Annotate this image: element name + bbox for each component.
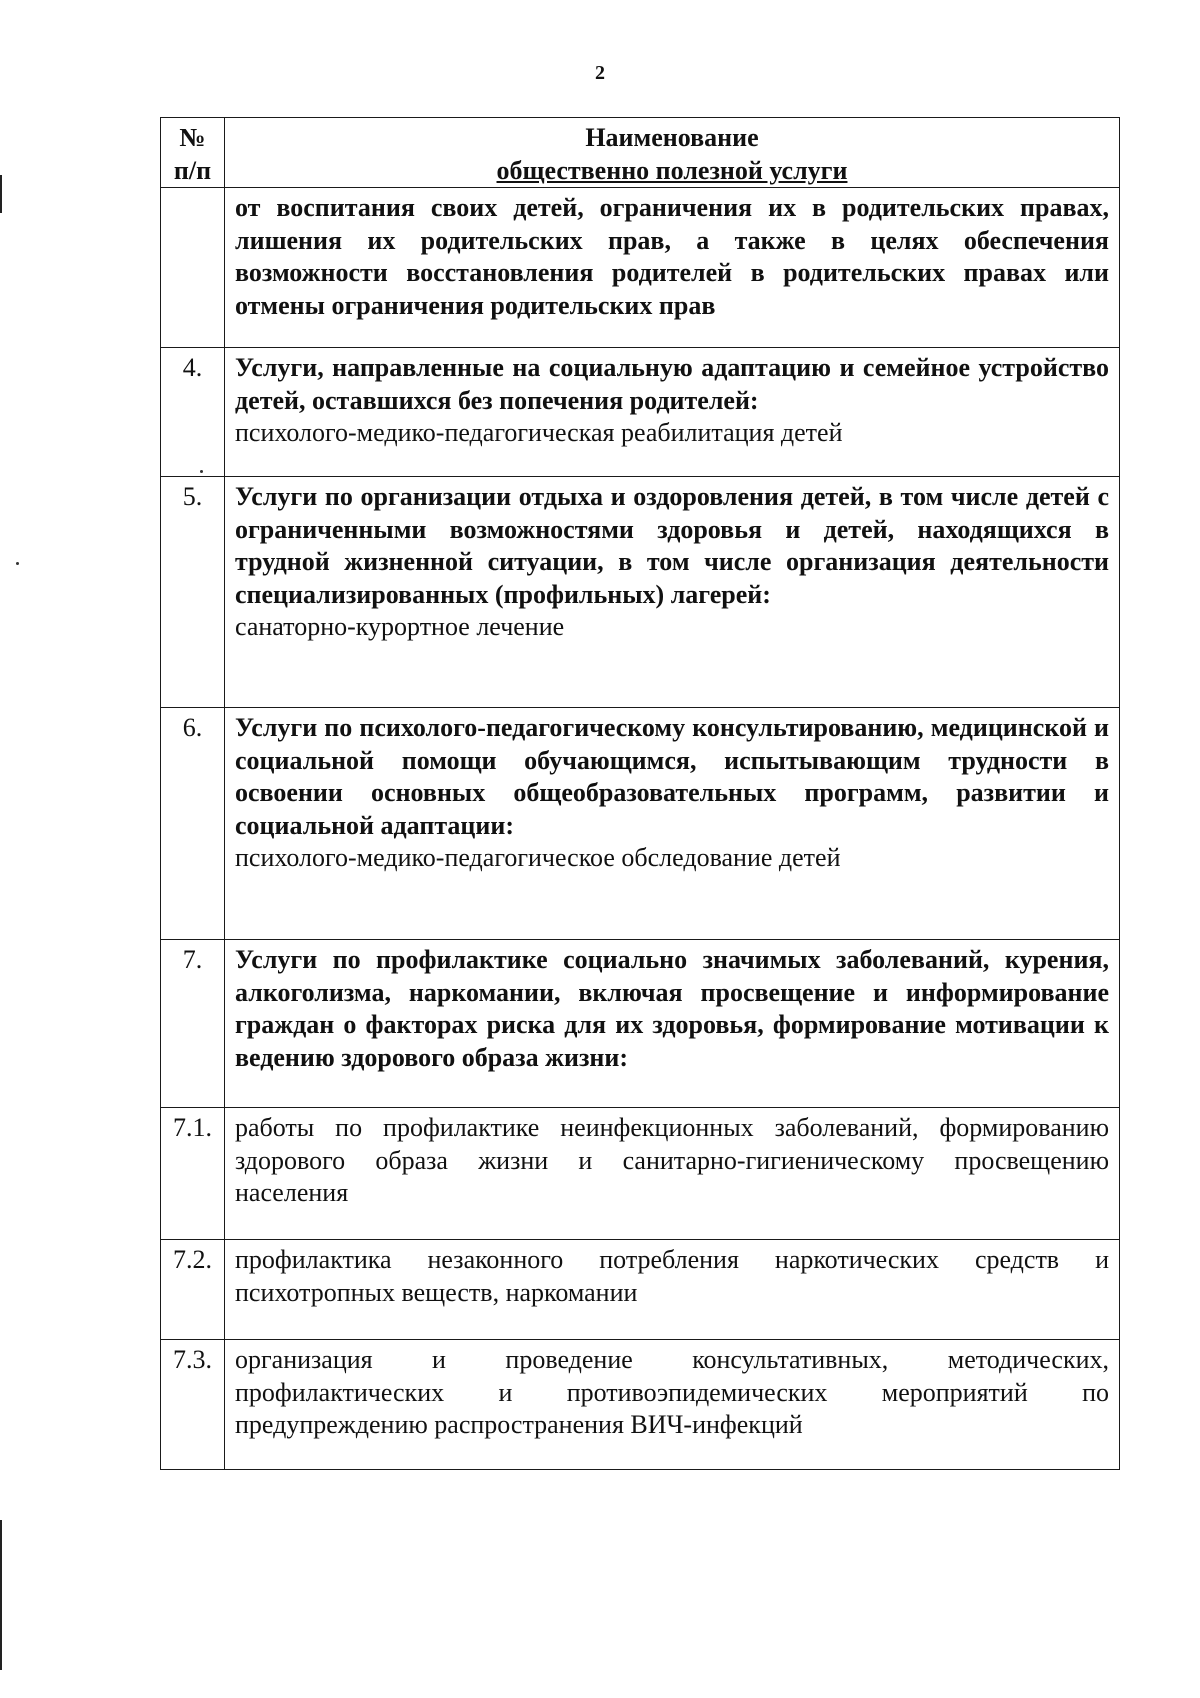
row-detail: санаторно-курортное лечение — [235, 612, 565, 641]
row-heading: Услуги по организации отдыха и оздоровления детей, в том числе детей с ограниченными возможностями здоровья и детей, находящихся в трудной жизненной ситуации, в том числе организация деятельности специализированных (профильных) лагерей: — [235, 482, 1109, 609]
header-number-label: п/п — [173, 155, 212, 185]
row-heading: Услуги, направленные на социальную адаптацию и семейное устройство детей, оставшихся без попечения родителей: — [235, 353, 1109, 415]
row-detail: профилактика незаконного потребления наркотических средств и психотропных веществ, наркомании — [235, 1245, 1109, 1307]
row-number: 7.2. — [161, 1240, 225, 1340]
row-text — [225, 708, 1120, 940]
scan-margin-mark — [0, 175, 2, 213]
row-heading: Услуги по психолого-педагогическому консультированию, медицинской и социальной помощи обучающимся, испытывающим трудности в освоении основных общеобразовательных программ, развитии и социальной адаптации: — [235, 713, 1109, 840]
row-number: 7.3. — [161, 1340, 225, 1470]
page-number: 2 — [595, 62, 605, 84]
header-number-cell — [161, 118, 225, 188]
row-number: 5. — [161, 477, 225, 708]
row-detail: работы по профилактике неинфекционных заболеваний, формированию здорового образа жизни и санитарно-гигиеническому просвещению населения — [235, 1113, 1109, 1207]
row-heading: от воспитания своих детей, ограничения их в родительских правах, лишения их родительских прав, а также в целях обеспечения возможности восстановления родителей в родительских правах или отмены ограничения родительских прав — [235, 193, 1109, 320]
header-number-symbol: № — [179, 123, 206, 152]
row-detail: организация и проведение консультативных, методических, профилактических и противоэпидемических мероприятий по предупреждению распространения ВИЧ-инфекций — [235, 1345, 1109, 1439]
header-name-title: Наименование — [585, 123, 759, 152]
scan-dust-dot — [16, 562, 19, 565]
row-text — [225, 940, 1120, 1108]
row-number: 7.1. — [161, 1108, 225, 1240]
table-row — [161, 188, 1120, 348]
table-row — [161, 708, 1120, 940]
row-heading: Услуги по профилактике социально значимых заболеваний, курения, алкоголизма, наркомании, включая просвещение и информирование граждан о факторах риска для их здоровья, формирование мотивации к ведению здорового образа жизни: — [235, 945, 1109, 1072]
row-number: 7. — [161, 940, 225, 1108]
row-detail: психолого-медико-педагогическое обследование детей — [235, 843, 841, 872]
row-number: 6. — [161, 708, 225, 940]
table-header-row — [161, 118, 1120, 188]
row-text — [225, 477, 1120, 708]
table-row — [161, 1340, 1120, 1470]
row-text — [225, 1340, 1120, 1470]
services-table — [160, 117, 1120, 1470]
row-text — [225, 1108, 1120, 1240]
row-number: 4. — [161, 348, 225, 477]
scan-margin-mark — [0, 1520, 2, 1670]
header-name-subtitle: общественно полезной услуги — [496, 155, 848, 185]
table-row — [161, 477, 1120, 708]
row-text — [225, 1240, 1120, 1340]
row-number — [161, 188, 225, 348]
table-row — [161, 1108, 1120, 1240]
table-row — [161, 1240, 1120, 1340]
table-row — [161, 348, 1120, 477]
row-text — [225, 348, 1120, 477]
table-row — [161, 940, 1120, 1108]
row-text — [225, 188, 1120, 348]
row-detail: психолого-медико-педагогическая реабилитация детей — [235, 418, 843, 447]
header-name-cell — [225, 118, 1120, 188]
